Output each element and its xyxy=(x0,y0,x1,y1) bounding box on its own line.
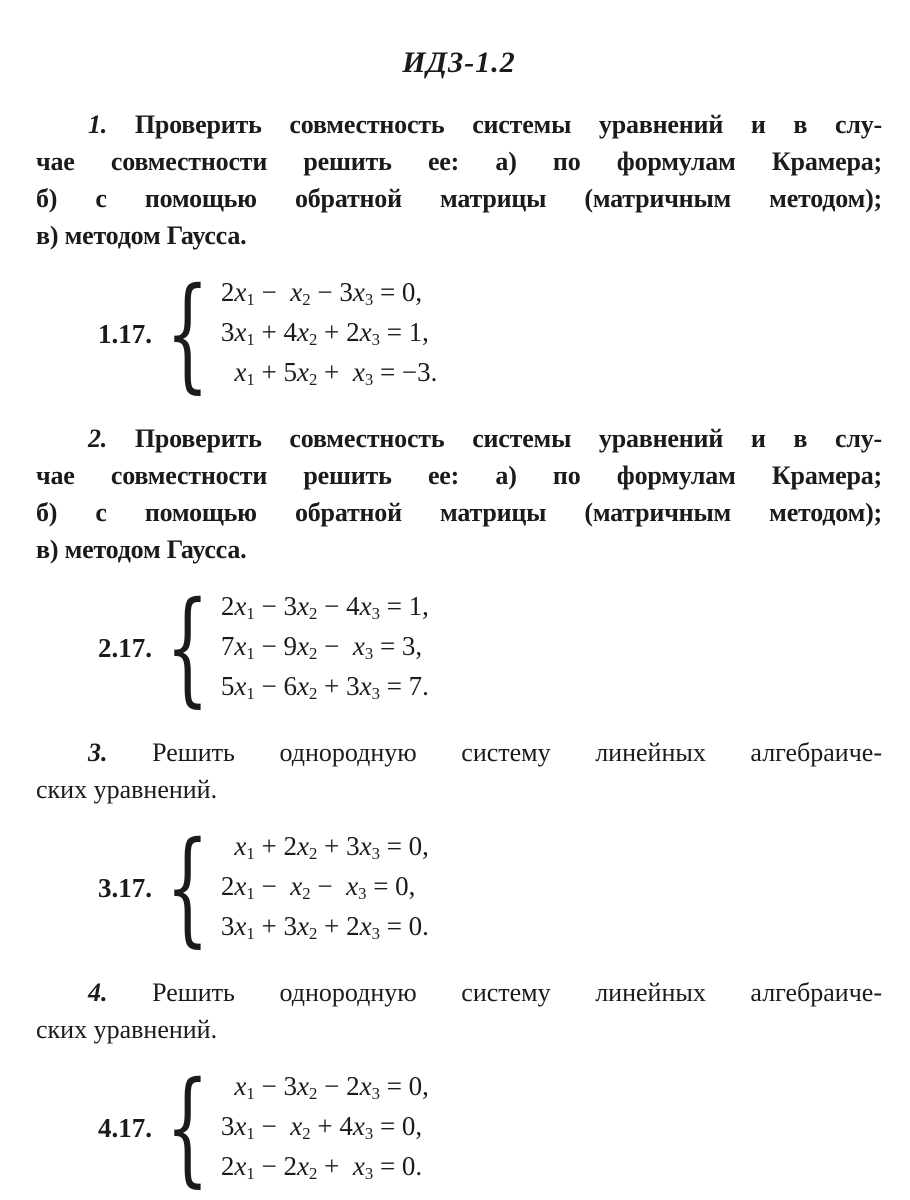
problem-number: 4. xyxy=(88,978,108,1007)
system-label: 1.17. xyxy=(98,318,152,349)
paragraph-line: в) методом Гаусса. xyxy=(36,535,247,564)
problem-section xyxy=(36,106,882,406)
paragraph-line: б) с помощью обратной матрицы (матричным методом); xyxy=(36,184,882,213)
paragraph-line: 4. Решить однородную систему линейных алгебраиче- xyxy=(88,978,882,1007)
system-label: 3.17. xyxy=(98,872,152,903)
equation-system xyxy=(98,576,882,720)
paragraph-line: б) с помощью обратной матрицы (матричным методом); xyxy=(36,498,882,527)
equation: $3x_1 - x_2 + 4x_3 = 0$, xyxy=(220,1111,423,1144)
equation: $2x_1 - x_2 - 3x_3 = 0$, xyxy=(220,277,423,310)
problem-section xyxy=(36,420,882,720)
left-brace-glyph: { xyxy=(165,816,210,960)
system-label: 2.17. xyxy=(98,632,152,663)
paragraph-line: 3. Решить однородную систему линейных алгебраиче- xyxy=(88,738,882,767)
equation-lines xyxy=(221,1068,429,1188)
equation-lines xyxy=(221,588,429,708)
equation-lines xyxy=(221,828,429,948)
paragraph-line: ских уравнений. xyxy=(36,1015,218,1044)
problem-text xyxy=(36,734,882,808)
equation: $3x_1 + 4x_2 + 2x_3 = 1$, xyxy=(220,317,429,350)
equation: $2x_1 - x_2 - x_3 = 0$, xyxy=(220,871,416,904)
problem-number: 1. xyxy=(88,110,108,139)
paragraph-line: ских уравнений. xyxy=(36,775,218,804)
paragraph-line: чае совместности решить ее: а) по формулам Крамера; xyxy=(36,461,882,490)
equation: $x_1 + 2x_2 + 3x_3 = 0$, xyxy=(234,831,429,864)
equation: $7x_1 - 9x_2 - x_3 = 3$, xyxy=(220,631,423,664)
problem-section xyxy=(36,974,882,1200)
problems-container xyxy=(36,106,882,1200)
page-title: ИДЗ-1.2 xyxy=(402,46,516,79)
equation: $3x_1 + 3x_2 + 2x_3 = 0$. xyxy=(220,911,429,944)
paragraph-line: 2. Проверить совместность системы уравнений и в слу- xyxy=(88,424,882,453)
paragraph-line: 1. Проверить совместность системы уравнений и в слу- xyxy=(88,110,882,139)
paragraph-line: чае совместности решить ее: а) по формулам Крамера; xyxy=(36,147,882,176)
problem-text xyxy=(36,106,882,254)
left-brace-glyph: { xyxy=(165,576,210,720)
problem-number: 2. xyxy=(88,424,108,453)
equation: $5x_1 - 6x_2 + 3x_3 = 7$. xyxy=(220,671,429,704)
paragraph-line: в) методом Гаусса. xyxy=(36,221,247,250)
equation-system xyxy=(98,1056,882,1200)
equation: $x_1 + 5x_2 + x_3 = -3$. xyxy=(234,357,438,390)
equation-system xyxy=(98,816,882,960)
system-label: 4.17. xyxy=(98,1112,152,1143)
left-brace-glyph: { xyxy=(165,1056,210,1200)
equation-system xyxy=(98,262,882,406)
equation: $x_1 - 3x_2 - 2x_3 = 0$, xyxy=(234,1071,429,1104)
equation: $2x_1 - 3x_2 - 4x_3 = 1$, xyxy=(220,591,429,624)
equation-lines xyxy=(221,274,438,394)
left-brace-glyph: { xyxy=(165,262,210,406)
problem-number: 3. xyxy=(88,738,108,767)
problem-section xyxy=(36,734,882,960)
equation: $2x_1 - 2x_2 + x_3 = 0$. xyxy=(220,1151,423,1184)
problem-text xyxy=(36,420,882,568)
problem-text xyxy=(36,974,882,1048)
